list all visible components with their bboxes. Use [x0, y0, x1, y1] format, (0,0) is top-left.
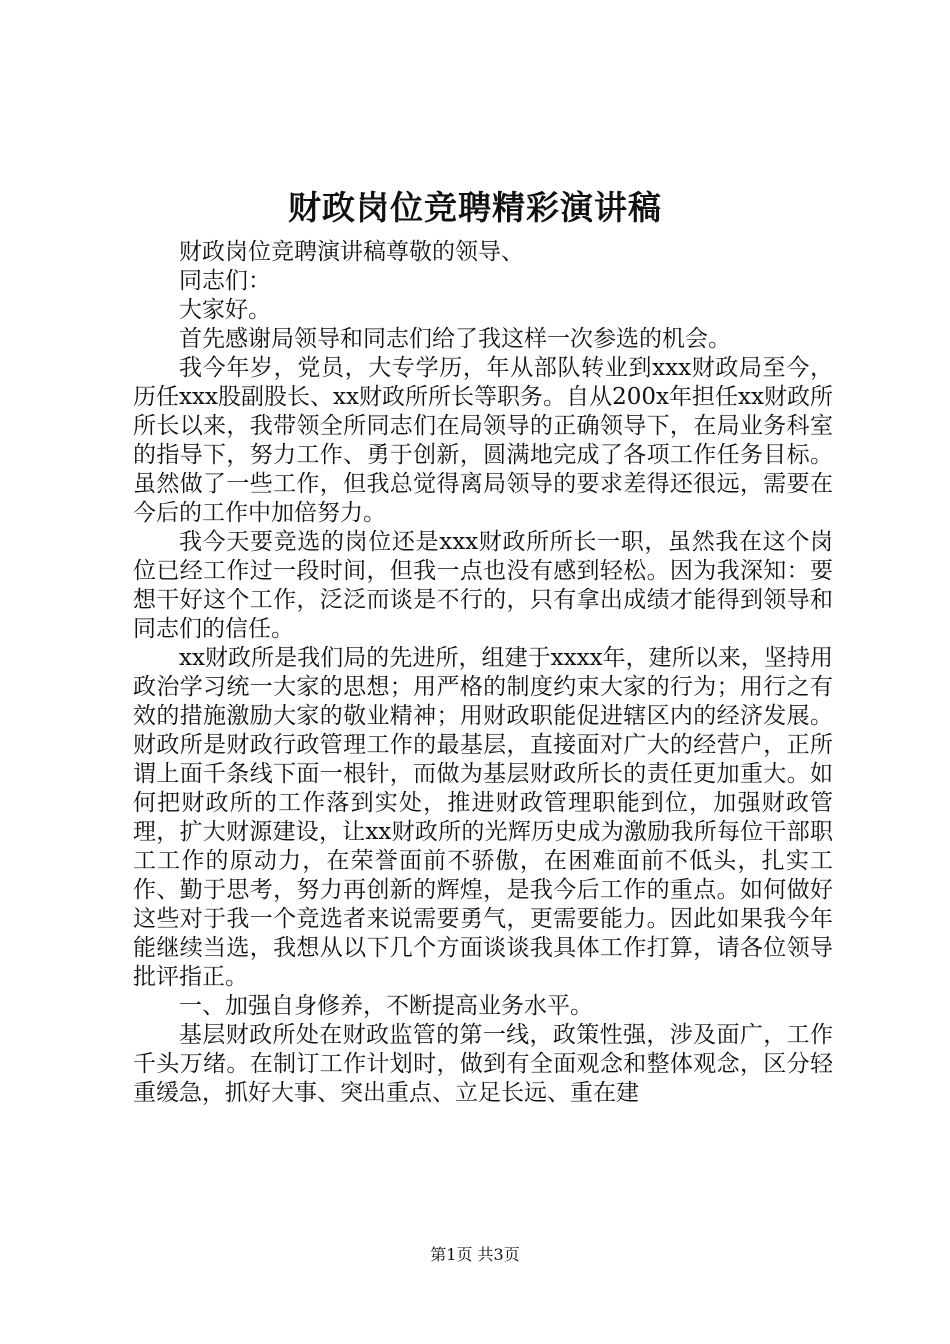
document-title: 财政岗位竞聘精彩演讲稿 [288, 188, 662, 227]
paragraph-8: 一、加强自身修养，不断提高业务水平。 [179, 993, 593, 1019]
paragraph-2: 同志们： [179, 268, 271, 294]
paragraph-1: 财政岗位竞聘演讲稿尊敬的领导、 [179, 239, 524, 265]
document-body [133, 238, 833, 1108]
paragraph-5: 我今年岁，党员，大专学历，年从部队转业到xxx财政局至今，历任xxx股副股长、xx财政所所长等职务。自从200x年担任xx财政所所长以来，我带领全所同志们在局领导的正确领导下，在局业务科室的指导下，努力工作、勇于创新，圆满地完成了各项工作任务目标。虽然做了一些工作，但我总觉得离局领导的要求差得还很远，需要在今后的工作中加倍努力。 [133, 355, 833, 526]
paragraph-7: xx财政所是我们局的先进所，组建于xxxx年，建所以来，坚持用政治学习统一大家的思想；用严格的制度约束大家的行为；用行之有效的措施激励大家的敬业精神；用财政职能促进辖区内的经济发展。财政所是财政行政管理工作的最基层，直接面对广大的经营户，正所谓上面千条线下面一根针，而做为基层财政所长的责任更加重大。如何把财政所的工作落到实处，推进财政管理职能到位，加强财政管理，扩大财源建设，让xx财政所的光辉历史成为激励我所每位干部职工工作的原动力，在荣誉面前不骄傲，在困难面前不低头，扎实工作、勤于思考，努力再创新的辉煌，是我今后工作的重点。如何做好这些对于我一个竞选者来说需要勇气，更需要能力。因此如果我今年能继续当选，我想从以下几个方面谈谈我具体工作打算，请各位领导批评指正。 [133, 645, 833, 990]
page-number: 第1页 共3页 [430, 1245, 520, 1264]
paragraph-9: 基层财政所处在财政监管的第一线，政策性强，涉及面广，工作千头万绪。在制订工作计划时，做到有全面观念和整体观念，区分轻重缓急，抓好大事、突出重点、立足长远、重在建 [133, 1022, 833, 1106]
paragraph-3: 大家好。 [179, 297, 271, 323]
paragraph-6: 我今天要竞选的岗位还是xxx财政所所长一职，虽然我在这个岗位已经工作过一段时间，但我一点也没有感到轻松。因为我深知：要想干好这个工作，泛泛而谈是不行的，只有拿出成绩才能得到领导和同志们的信任。 [133, 529, 833, 642]
paragraph-4: 首先感谢局领导和同志们给了我这样一次参选的机会。 [179, 326, 731, 352]
